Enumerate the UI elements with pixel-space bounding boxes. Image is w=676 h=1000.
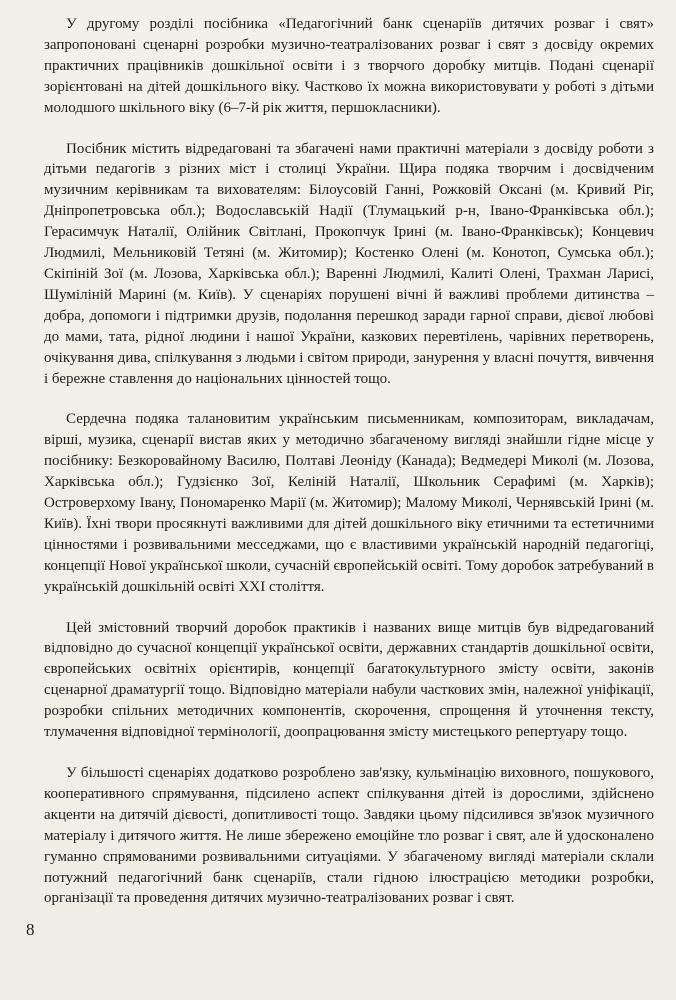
body-text xyxy=(44,14,654,929)
page-number: 8 xyxy=(26,920,35,939)
paragraph-4: Цей змістовний творчий доробок практиків і названих вище митців був відредагований відповідно до сучасної концепції української освіти, державних стандартів дошкільної освіти, європейських освітніх орієнтирів, концепції багатокультурного змісту освіти, законів сценарної драматургії тощо. Відповідно матеріали набули часткових змін, належної уніфікації, розробки спільних методичних компонентів, скорочення, спрощення й уточнення тексту, тлумачення відповідної термінології, доопрацювання змісту мистецького репертуару тощо. xyxy=(44,619,654,741)
paragraph-2: Посібник містить відредаговані та збагачені нами практичні матеріали з досвіду роботи з дітьми педагогів з різних міст і столиці України. Щира подяка творчим і досвідченим музичним керівникам та вихователям: Білоусовій Ганні, Рожковій Оксані (м. Кривий Ріг, Дніпропетровська обл.); Водославській Надії (Тлумацький р-н, Івано-Франківська обл.); Герасимчук Наталії, Олійник Світлані, Прокопчук Ірині (м. Івано-Франківськ); Концевич Людмилі, Мельниковій Тетяні (м. Житомир); Костенко Олені (м. Конотоп, Сумська обл.); Скіпіній Зої (м. Лозова, Харківська обл.); Варенні Людмилі, Калиті Олені, Трахман Ларисі, Шуміліній Марині (м. Київ). У сценаріях порушені вічні й важливі проблеми дитинства – добра, допомоги і підтримки друзів, подолання перешкод заради гарної справи, дієвої любові до мами, тата, рідної людини і нашої України, казкових перевтілень, чарівних перетворень, очікування дива, спілкування з людьми і світом природи, занурення у власні почуття, вивчення і бережне ставлення до національних цінностей тощо. xyxy=(44,140,654,387)
paragraph-5: У більшості сценаріях додатково розроблено зав'язку, кульмінацію виховного, пошукового, кооперативного спрямування, підсилено аспект спілкування дітей із дорослими, здійснено акценти на дитячій дієвості, допитливості тощо. Завдяки цьому підсилився зв'язок музичного матеріалу і дитячого життя. Не лише збережено емоційне тло розваг і свят, але й удосконалено гуманно спрямованими розвивальними ситуаціями. У збагаченому вигляді матеріали склали потужний педагогічний банк сценаріїв, стали гідною ілюстрацією методики розробки, організації та проведення дитячих музично-театралізованих розваг і свят. xyxy=(44,765,654,907)
paragraph-3: Сердечна подяка талановитим українським письменникам, композиторам, викладачам, вірші, музика, сценарії вистав яких у методично збагаченому вигляді знайшли гідне місце у посібнику: Безкоровайному Василю, Полтаві Леоніду (Канада); Ведмедері Миколі (м. Лозова, Харківська обл.); Гудзієнко Зої, Келіній Наталії, Школьник Серафимі (м. Харків); Островерхому Івану, Пономаренко Марії (м. Житомир); Маломy Миколі, Чернявській Ірині (м. Київ). Їхні твори просякнуті важливими для дітей дошкільного віку етичними та естетичними цінностями і розвивальними месседжами, що є властивими українській народній педагогіці, концепції Нової української школи, сучасній європейській освіті. Тому доробок затребуваний в українській дошкільній освіті XXI століття. xyxy=(44,411,654,595)
paragraph-1: У другому розділі посібника «Педагогічний банк сценаріїв дитячих розваг і свят» запропоновані сценарні розробки музично-театралізованих розваг і свят з досвіду окремих практичних працівників дошкільної освіти і з творчого доробку митців. Подані сценарії зорієнтовані на дітей дошкільного віку. Частково їх можна використовувати у роботі з дітьми молодшого шкільного віку (6–7-й рік життя, першокласники). xyxy=(44,16,654,116)
